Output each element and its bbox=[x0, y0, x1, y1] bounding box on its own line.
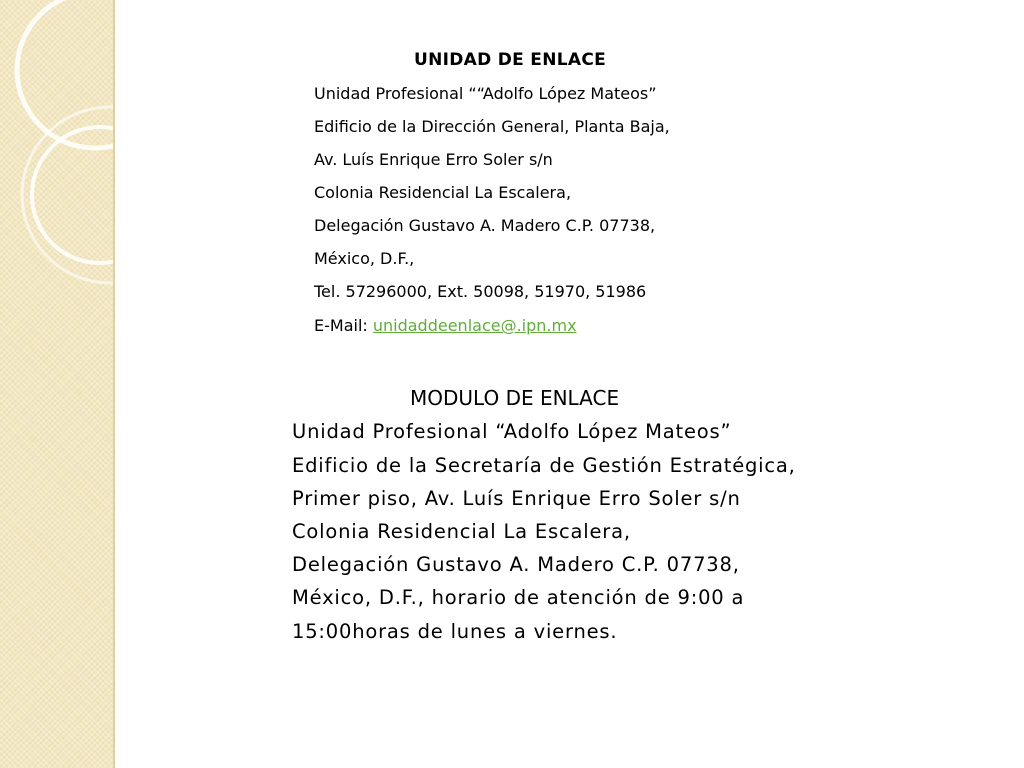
modulo-de-enlace-title: MODULO DE ENLACE bbox=[410, 386, 620, 410]
modulo-line-4: Colonia Residencial La Escalera, bbox=[292, 520, 631, 543]
decorative-rings-graphic bbox=[0, 0, 113, 768]
modulo-line-7: 15:00horas de lunes a viernes. bbox=[292, 620, 618, 643]
unidad-line-6: México, D.F., bbox=[314, 249, 415, 268]
modulo-line-6: México, D.F., horario de atención de 9:00 a bbox=[292, 586, 745, 609]
unidad-line-1: Unidad Profesional ““Adolfo López Mateos” bbox=[314, 84, 657, 103]
modulo-line-5: Delegación Gustavo A. Madero C.P. 07738, bbox=[292, 553, 740, 576]
unidad-line-4: Colonia Residencial La Escalera, bbox=[314, 183, 572, 202]
modulo-line-2: Edificio de la Secretaría de Gestión Estratégica, bbox=[292, 454, 796, 477]
unidad-line-3: Av. Luís Enrique Erro Soler s/n bbox=[314, 150, 553, 169]
modulo-line-3: Primer piso, Av. Luís Enrique Erro Soler s/n bbox=[292, 487, 741, 510]
email-label: E-Mail: bbox=[314, 316, 373, 335]
unidad-line-2: Edificio de la Dirección General, Planta Baja, bbox=[314, 117, 670, 136]
modulo-line-1: Unidad Profesional “Adolfo López Mateos” bbox=[292, 420, 732, 443]
unidad-email-line bbox=[314, 316, 577, 335]
unidad-line-7: Tel. 57296000, Ext. 50098, 51970, 51986 bbox=[314, 282, 647, 301]
unidad-de-enlace-title: UNIDAD DE ENLACE bbox=[414, 50, 607, 70]
decorative-sidebar bbox=[0, 0, 115, 768]
unidad-line-5: Delegación Gustavo A. Madero C.P. 07738, bbox=[314, 216, 656, 235]
email-link[interactable]: unidaddeenlace@.ipn.mx bbox=[372, 316, 577, 335]
